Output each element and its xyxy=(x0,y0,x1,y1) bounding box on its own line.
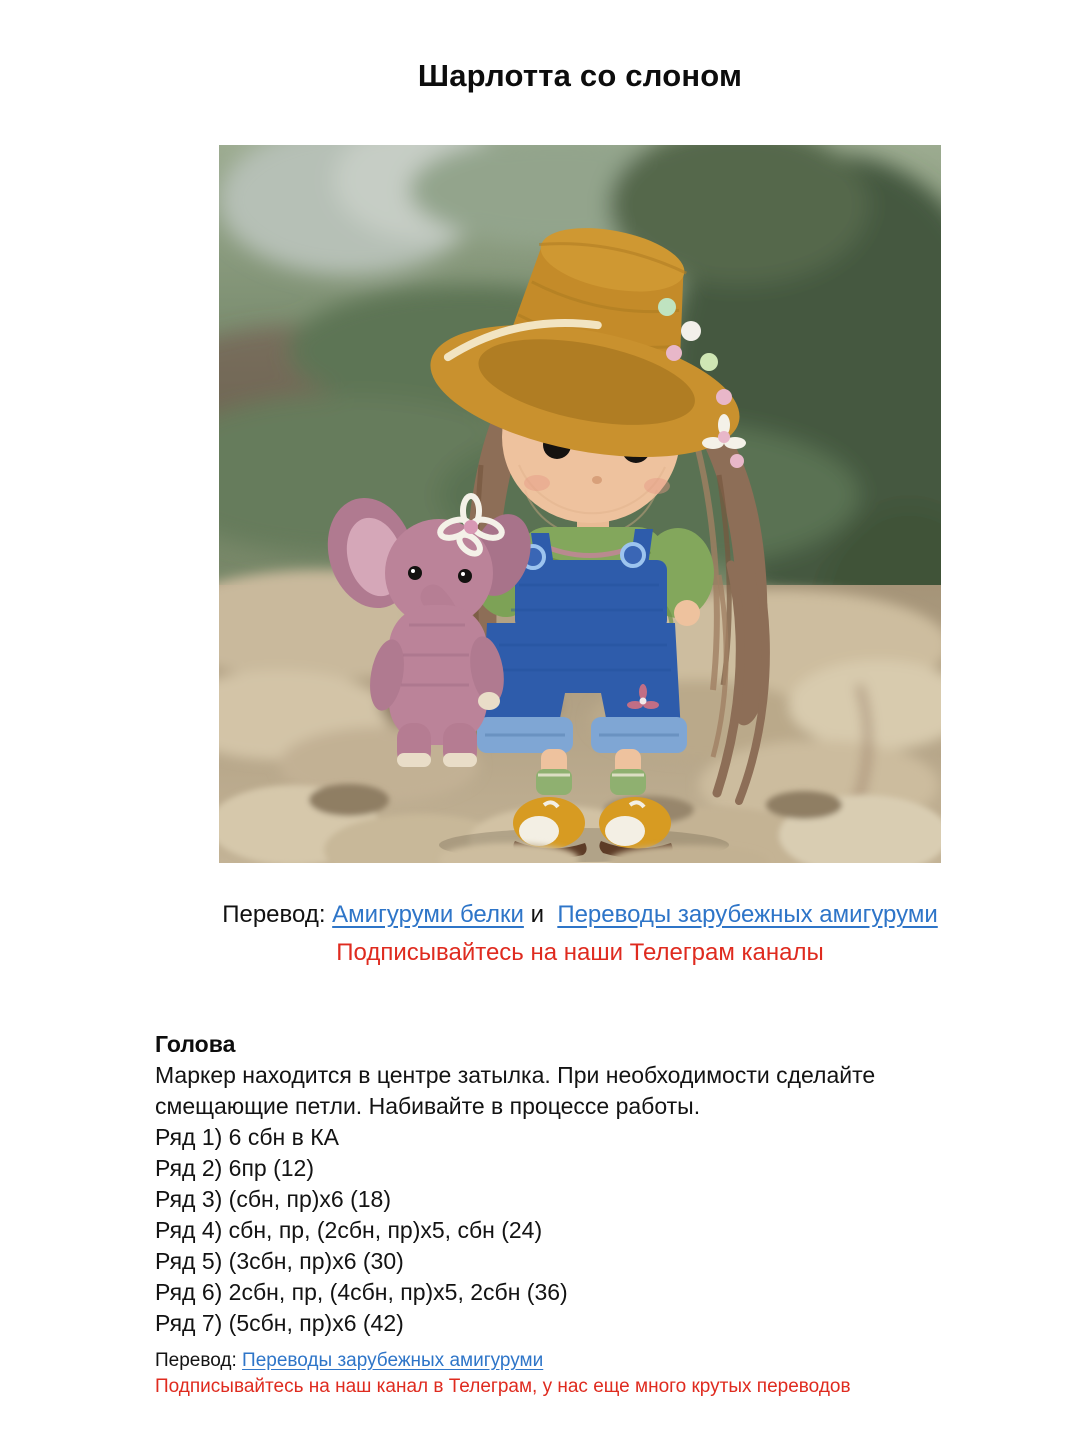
doll-photo-illustration xyxy=(219,145,941,863)
footer-link-perevody[interactable]: Переводы зарубежных амигуруми xyxy=(242,1350,544,1371)
footer-prefix: Перевод: xyxy=(155,1350,237,1371)
section-title-head: Голова xyxy=(155,1031,236,1057)
pattern-row: Ряд 1) 6 сбн в КА xyxy=(155,1124,339,1150)
footer-subscribe-line: Подписывайтесь на наш канал в Телеграм, у нас еще много крутых переводов xyxy=(155,1376,851,1397)
link-amigurumi-belki[interactable]: Амигуруми белки xyxy=(332,901,524,928)
pattern-row: Ряд 5) (3сбн, пр)х6 (30) xyxy=(155,1248,404,1274)
footer-translation-line xyxy=(155,1348,1005,1374)
pattern-row: Ряд 2) 6пр (12) xyxy=(155,1155,315,1181)
document-footer xyxy=(155,1348,1005,1400)
pattern-row: Ряд 6) 2сбн, пр, (4сбн, пр)х5, 2сбн (36) xyxy=(155,1279,568,1305)
subscribe-line: Подписывайтесь на наши Телеграм каналы xyxy=(336,939,824,966)
translation-prefix: Перевод: xyxy=(222,901,326,928)
doll-photo xyxy=(219,145,941,863)
translation-links xyxy=(75,896,1080,972)
pattern-row: Ряд 4) сбн, пр, (2сбн, пр)х5, сбн (24) xyxy=(155,1217,543,1243)
pattern-row: Ряд 3) (сбн, пр)х6 (18) xyxy=(155,1186,391,1212)
translation-conjunction: и xyxy=(530,901,544,928)
document-header xyxy=(115,56,1045,96)
pattern-section xyxy=(155,1029,965,1339)
pattern-row: Ряд 7) (5сбн, пр)х6 (42) xyxy=(155,1310,404,1336)
page-title: Шарлотта со слоном xyxy=(417,58,743,93)
pattern-intro: Маркер находится в центре затылка. При необходимости сделайте смещающие петли. Набивайте в процессе работы. xyxy=(155,1062,876,1119)
link-perevody-zarubezhnyh[interactable]: Переводы зарубежных амигуруми xyxy=(557,901,938,928)
translation-line xyxy=(75,896,1080,934)
